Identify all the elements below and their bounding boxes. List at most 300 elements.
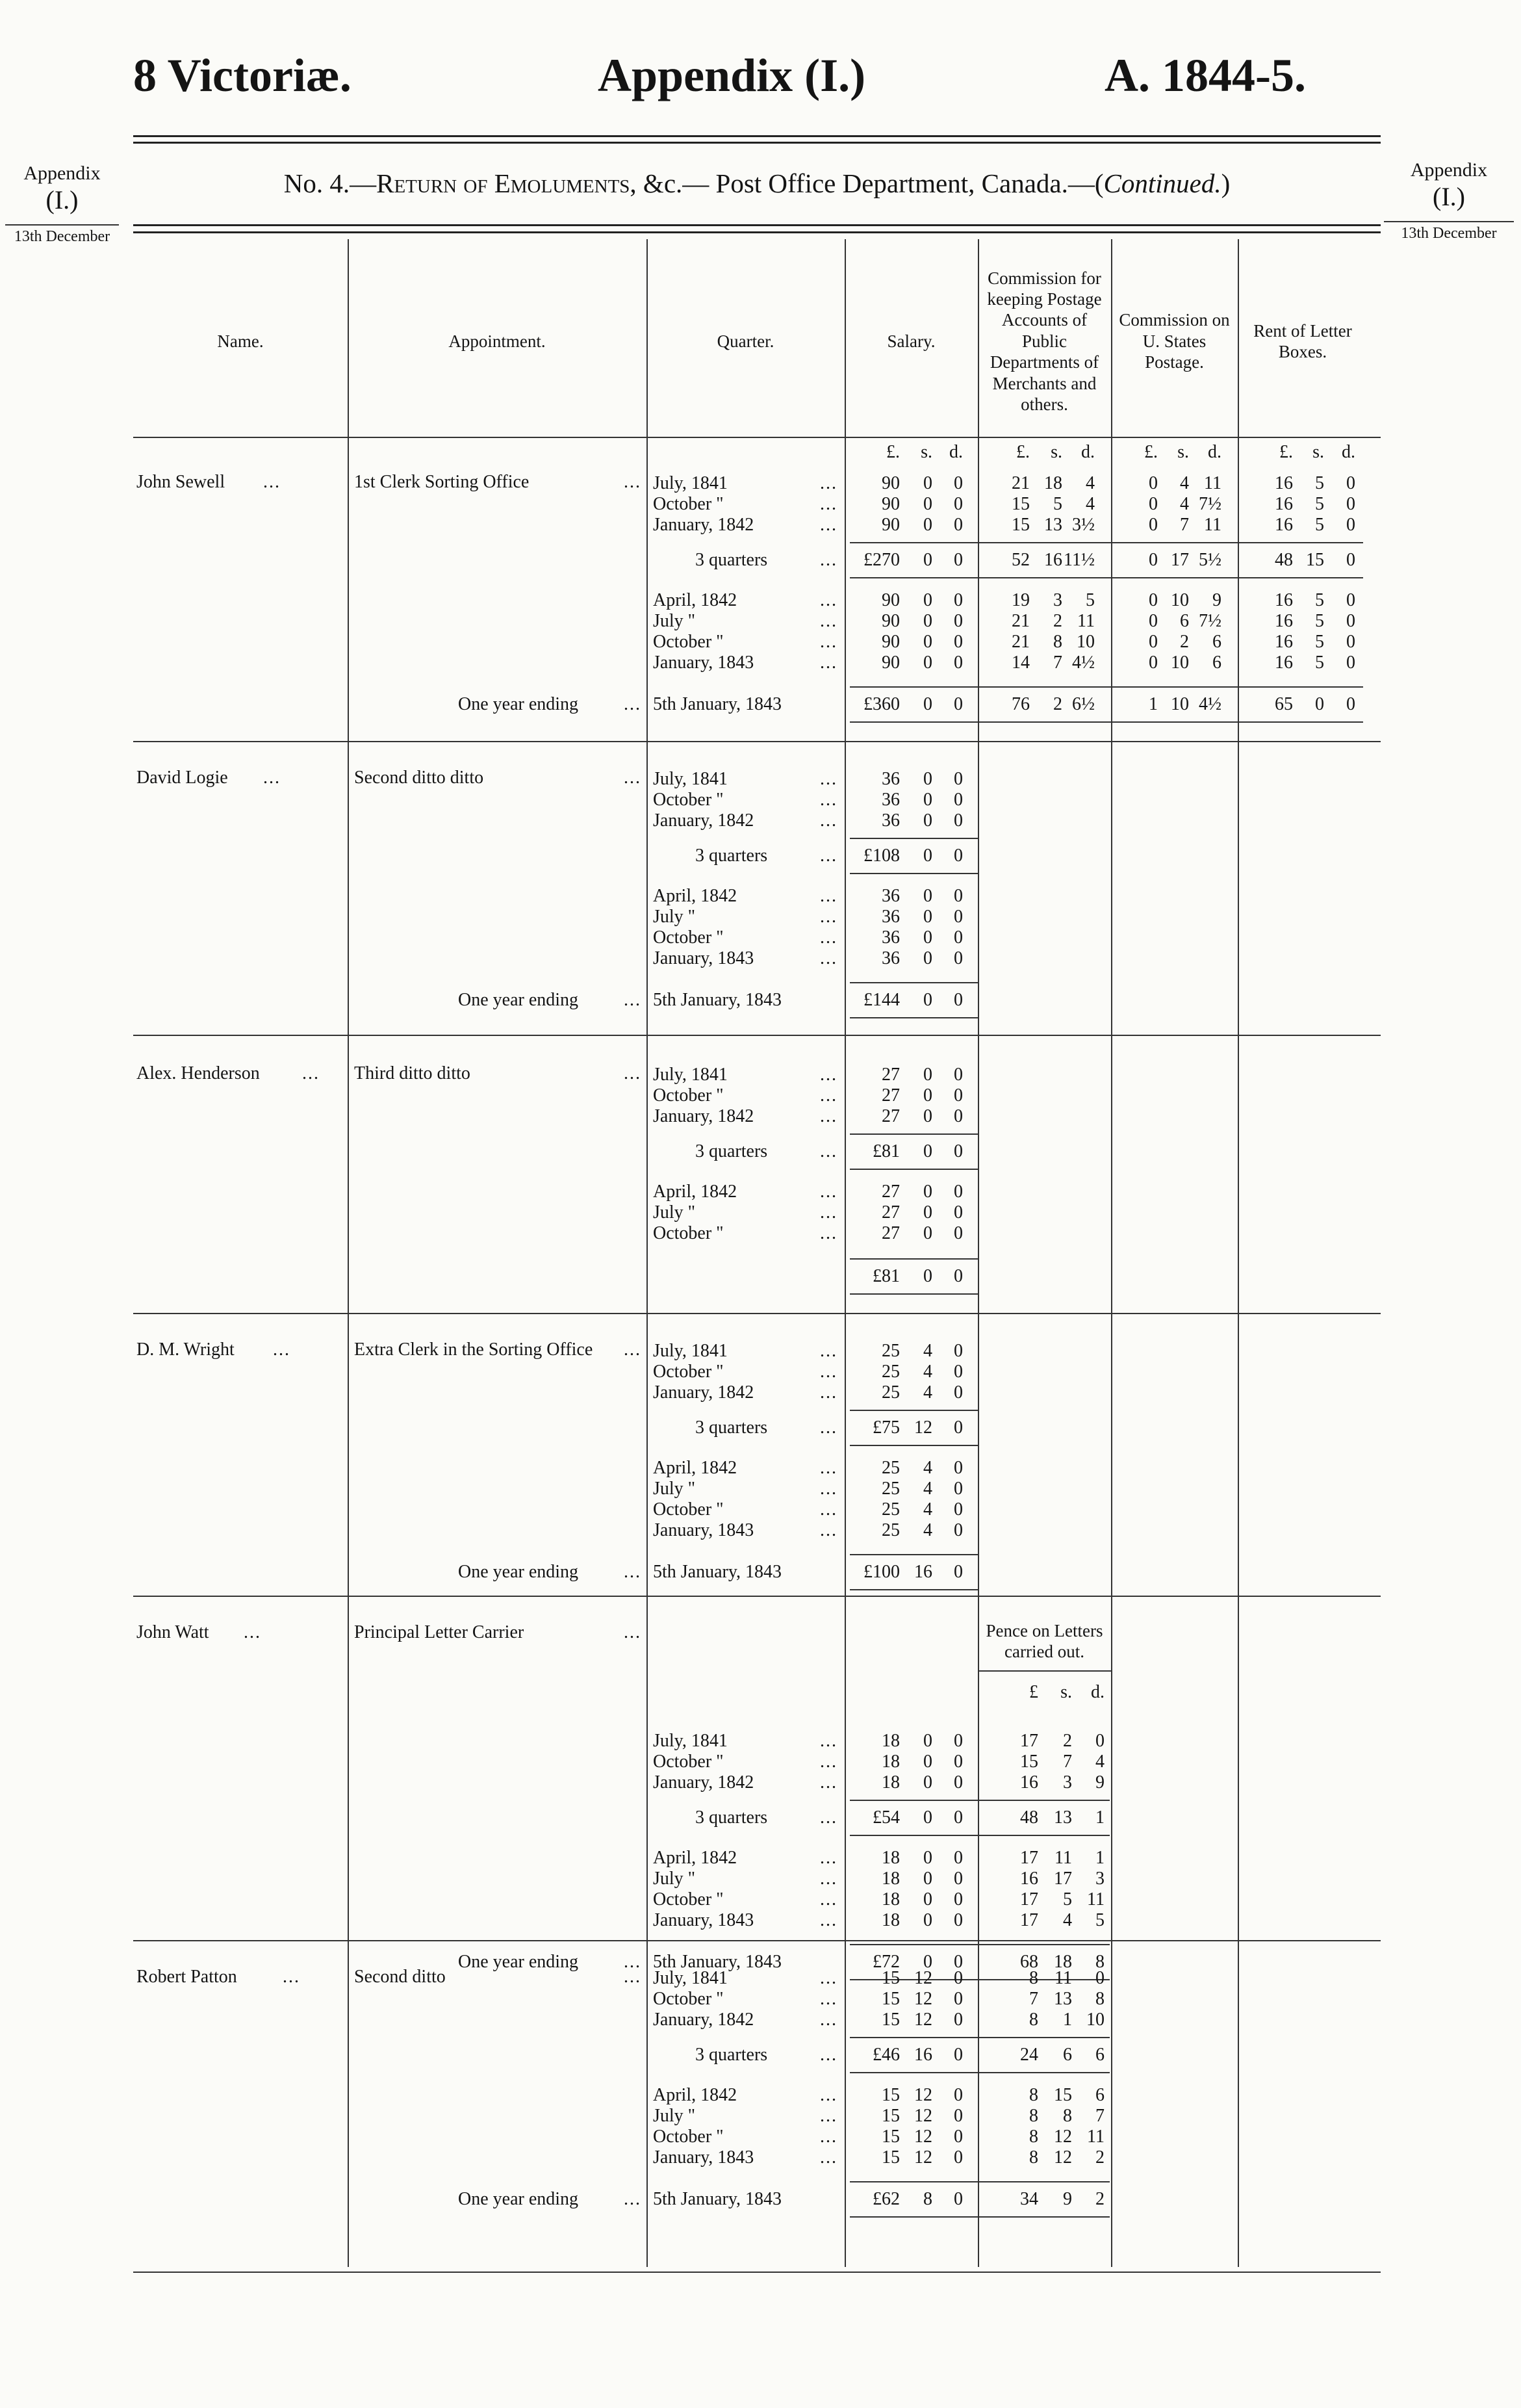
side-note-right	[1384, 159, 1514, 242]
leader-dots: ...	[820, 1910, 837, 1930]
commission-us-pounds: 0	[1149, 653, 1158, 673]
leader-dots: ...	[820, 515, 837, 535]
leader-dots: ...	[820, 1362, 837, 1382]
rent-boxes-pence: 0	[1346, 473, 1355, 493]
commission-accounts-pence: 4	[1086, 494, 1095, 514]
column-divider	[1111, 239, 1112, 2267]
rent-boxes-pence: 0	[1346, 590, 1355, 610]
quarter-date: July "	[653, 1479, 696, 1499]
header-center: Appendix (I.)	[598, 49, 866, 101]
quarter-date: July "	[653, 907, 696, 927]
salary-pounds: 18	[882, 1869, 900, 1889]
commission-us-pounds: 1	[1149, 694, 1158, 714]
salary-pounds: 27	[882, 1202, 900, 1223]
salary-shillings: 0	[923, 611, 932, 631]
column-header-pence-letters: Pence on Letters carried out.	[986, 1620, 1103, 1661]
quarter-date: January, 1842	[653, 1772, 754, 1793]
pence-letters-shillings: 6	[1063, 2045, 1072, 2065]
pence-letters-shillings: 12	[1054, 2147, 1072, 2168]
side-note-label: Appendix	[1410, 159, 1488, 181]
side-note-date: 13th December	[1384, 221, 1514, 243]
quarter-date: April, 1842	[653, 1848, 737, 1868]
salary-pounds: 15	[882, 2085, 900, 2105]
commission-us-pence: 5½	[1199, 550, 1221, 570]
column-header-salary: Salary.	[887, 331, 936, 351]
salary-pence: 0	[954, 990, 963, 1010]
salary-pounds: 25	[882, 1382, 900, 1403]
leader-dots: ...	[624, 694, 641, 714]
subtotal-rule-bottom	[850, 1589, 978, 1590]
rent-boxes-shillings: 0	[1315, 694, 1324, 714]
salary-shillings: 4	[923, 1341, 932, 1361]
commission-us-shillings: 10	[1171, 694, 1189, 714]
employee-appointment: Extra Clerk in the Sorting Office	[354, 1340, 593, 1360]
commission-accounts-pence: 11½	[1064, 550, 1095, 570]
currency-unit: d.	[1342, 442, 1355, 462]
rent-boxes-pounds: 65	[1275, 694, 1293, 714]
leader-dots: ...	[820, 1182, 837, 1202]
subtotal-rule-top	[850, 2181, 1110, 2182]
salary-shillings: 0	[923, 1085, 932, 1106]
salary-shillings: 0	[923, 790, 932, 810]
commission-accounts-pounds: 21	[1012, 632, 1030, 652]
salary-pence: 0	[954, 846, 963, 866]
salary-pounds: 36	[882, 886, 900, 906]
leader-dots: ...	[244, 1622, 261, 1642]
quarter-date: April, 1842	[653, 590, 737, 610]
salary-pounds: 90	[882, 653, 900, 673]
salary-pounds: £81	[873, 1266, 900, 1286]
commission-us-shillings: 17	[1171, 550, 1189, 570]
leader-dots: ...	[820, 1223, 837, 1243]
leader-dots: ...	[820, 1731, 837, 1751]
quarter-date: 5th January, 1843	[653, 694, 782, 714]
salary-pounds: £54	[873, 1807, 900, 1828]
quarter-date: October "	[653, 1085, 724, 1106]
salary-shillings: 0	[923, 1952, 932, 1972]
salary-pounds: 90	[882, 515, 900, 535]
commission-accounts-shillings: 13	[1044, 515, 1062, 535]
one-year-ending-label: One year ending	[458, 1562, 579, 1582]
commission-accounts-shillings: 5	[1053, 494, 1062, 514]
salary-pence: 0	[954, 1458, 963, 1478]
pence-letters-pounds: 68	[1020, 1952, 1038, 1972]
salary-pence: 0	[954, 515, 963, 535]
column-header-appointment: Appointment.	[448, 331, 546, 351]
leader-dots: ...	[302, 1063, 320, 1083]
pence-letters-pounds: 17	[1020, 1889, 1038, 1910]
salary-shillings: 0	[923, 515, 932, 535]
subtotal-rule-bottom	[850, 1169, 978, 1170]
salary-pence: 0	[954, 1266, 963, 1286]
quarter-date: 5th January, 1843	[653, 1562, 782, 1582]
salary-pounds: 15	[882, 1968, 900, 1988]
salary-shillings: 12	[914, 2085, 932, 2105]
subtitle-continued: Continued.	[1103, 168, 1221, 198]
pence-letters-shillings: 2	[1063, 1731, 1072, 1751]
currency-unit: s.	[1051, 442, 1062, 462]
commission-accounts-shillings: 8	[1053, 632, 1062, 652]
salary-pence: 0	[954, 694, 963, 714]
pence-letters-shillings: 11	[1054, 1848, 1072, 1868]
pence-letters-shillings: 7	[1063, 1752, 1072, 1772]
salary-shillings: 0	[923, 1065, 932, 1085]
pence-letters-pence: 6	[1095, 2045, 1105, 2065]
commission-accounts-shillings: 16	[1044, 550, 1062, 570]
leader-dots: ...	[820, 611, 837, 631]
commission-accounts-pounds: 15	[1012, 494, 1030, 514]
salary-shillings: 0	[923, 1807, 932, 1828]
salary-pence: 0	[954, 2189, 963, 2209]
quarter-label: 3 quarters	[695, 2045, 768, 2065]
salary-pence: 0	[954, 494, 963, 514]
salary-pounds: 27	[882, 1065, 900, 1085]
salary-pounds: 36	[882, 810, 900, 831]
quarter-date: October "	[653, 790, 724, 810]
quarter-label: 3 quarters	[695, 846, 768, 866]
commission-accounts-shillings: 7	[1053, 653, 1062, 673]
salary-pence: 0	[954, 810, 963, 831]
pence-letters-shillings: 4	[1063, 1910, 1072, 1930]
pence-letters-pence: 9	[1095, 1772, 1105, 1793]
leader-dots: ...	[820, 1341, 837, 1361]
salary-pence: 0	[954, 1869, 963, 1889]
pence-letters-pence: 8	[1095, 1989, 1105, 2009]
salary-shillings: 0	[923, 1910, 932, 1930]
salary-pounds: £100	[863, 1562, 900, 1582]
leader-dots: ...	[820, 2106, 837, 2126]
salary-pounds: 18	[882, 1910, 900, 1930]
salary-pounds: £75	[873, 1418, 900, 1438]
salary-shillings: 4	[923, 1520, 932, 1540]
subtotal-rule-bottom	[850, 2216, 1110, 2218]
leader-dots: ...	[820, 1106, 837, 1126]
rent-boxes-pence: 0	[1346, 694, 1355, 714]
side-note-number: (I.)	[1433, 181, 1465, 211]
commission-us-pence: 7½	[1199, 611, 1221, 631]
salary-shillings: 0	[923, 1266, 932, 1286]
side-note-left	[5, 162, 119, 246]
salary-pence: 0	[954, 1731, 963, 1751]
employee-appointment: Principal Letter Carrier	[354, 1622, 524, 1642]
commission-us-pounds: 0	[1149, 590, 1158, 610]
rent-boxes-pounds: 16	[1275, 473, 1293, 493]
currency-unit: d.	[1081, 442, 1095, 462]
salary-pence: 0	[954, 473, 963, 493]
leader-dots: ...	[820, 1085, 837, 1106]
salary-pence: 0	[954, 1968, 963, 1988]
salary-pence: 0	[954, 2010, 963, 2030]
salary-pence: 0	[954, 550, 963, 570]
commission-accounts-shillings: 18	[1044, 473, 1062, 493]
salary-shillings: 12	[914, 2106, 932, 2126]
currency-unit: £.	[886, 442, 900, 462]
leader-dots: ...	[820, 2085, 837, 2105]
salary-pence: 0	[954, 2085, 963, 2105]
currency-unit: £.	[1279, 442, 1293, 462]
rent-boxes-pounds: 16	[1275, 515, 1293, 535]
group-rule	[133, 1313, 1381, 1314]
salary-shillings: 4	[923, 1479, 932, 1499]
salary-shillings: 12	[914, 1968, 932, 1988]
leader-dots: ...	[820, 810, 837, 831]
pence-letters-pence: 0	[1095, 1731, 1105, 1751]
rent-boxes-pence: 0	[1346, 515, 1355, 535]
pence-letters-pence: 2	[1095, 2189, 1105, 2209]
commission-accounts-pounds: 76	[1012, 694, 1030, 714]
salary-pence: 0	[954, 2147, 963, 2168]
pence-letters-pounds: 8	[1029, 2085, 1038, 2105]
rent-boxes-shillings: 5	[1315, 590, 1324, 610]
leader-dots: ...	[820, 1479, 837, 1499]
quarter-date: January, 1843	[653, 1520, 754, 1540]
quarter-date: July, 1841	[653, 1341, 728, 1361]
leader-dots: ...	[820, 1752, 837, 1772]
subtitle-title: Return of Emoluments,	[376, 168, 637, 198]
salary-shillings: 0	[923, 846, 932, 866]
quarter-date: April, 1842	[653, 886, 737, 906]
currency-unit: d.	[1208, 442, 1221, 462]
quarter-date: January, 1843	[653, 2147, 754, 2168]
employee-name: Alex. Henderson	[136, 1063, 260, 1083]
quarter-date: October "	[653, 2127, 724, 2147]
salary-shillings: 12	[914, 1418, 932, 1438]
salary-pounds: £62	[873, 2189, 900, 2209]
currency-unit: £.	[1016, 442, 1030, 462]
leader-dots: ...	[820, 907, 837, 927]
salary-pounds: £270	[863, 550, 900, 570]
salary-pounds: £46	[873, 2045, 900, 2065]
salary-pence: 0	[954, 1499, 963, 1520]
salary-pounds: 27	[882, 1085, 900, 1106]
commission-accounts-pounds: 15	[1012, 515, 1030, 535]
commission-accounts-pounds: 19	[1012, 590, 1030, 610]
pence-letters-pence: 1	[1095, 1848, 1105, 1868]
quarter-date: October "	[653, 632, 724, 652]
salary-pounds: 15	[882, 1989, 900, 2009]
subtitle-rule-1	[133, 224, 1381, 226]
quarter-date: October "	[653, 1989, 724, 2009]
salary-pounds: 25	[882, 1520, 900, 1540]
side-note-date: 13th December	[5, 224, 119, 246]
quarter-date: July, 1841	[653, 1968, 728, 1988]
leader-dots: ...	[820, 1848, 837, 1868]
quarter-date: October "	[653, 1889, 724, 1910]
salary-pounds: 36	[882, 927, 900, 948]
header-rule-2	[133, 142, 1381, 144]
leader-dots: ...	[820, 1869, 837, 1889]
salary-shillings: 0	[923, 694, 932, 714]
currency-unit: £	[1029, 1682, 1038, 1702]
one-year-ending-label: One year ending	[458, 694, 579, 714]
commission-accounts-pence: 6½	[1072, 694, 1095, 714]
column-divider	[348, 239, 349, 2267]
salary-pence: 0	[954, 2106, 963, 2126]
rent-boxes-pounds: 16	[1275, 653, 1293, 673]
pence-letters-pence: 7	[1095, 2106, 1105, 2126]
commission-us-pounds: 0	[1149, 632, 1158, 652]
pence-letters-pounds: 8	[1029, 1968, 1038, 1988]
pence-letters-pence: 5	[1095, 1910, 1105, 1930]
leader-dots: ...	[820, 1382, 837, 1403]
commission-accounts-pence: 5	[1086, 590, 1095, 610]
leader-dots: ...	[820, 2127, 837, 2147]
quarter-date: July, 1841	[653, 1731, 728, 1751]
salary-pence: 0	[954, 1807, 963, 1828]
currency-unit: s.	[1060, 1682, 1072, 1702]
rent-boxes-pence: 0	[1346, 632, 1355, 652]
subtitle-rule-2	[133, 231, 1381, 233]
employee-appointment: Third ditto ditto	[354, 1063, 470, 1083]
salary-shillings: 0	[923, 1182, 932, 1202]
salary-shillings: 12	[914, 2147, 932, 2168]
quarter-date: January, 1842	[653, 1106, 754, 1126]
salary-shillings: 0	[923, 494, 932, 514]
quarter-date: January, 1842	[653, 810, 754, 831]
commission-accounts-shillings: 2	[1053, 611, 1062, 631]
salary-pounds: £108	[863, 846, 900, 866]
commission-us-pence: 4½	[1199, 694, 1221, 714]
salary-shillings: 0	[923, 810, 932, 831]
salary-pence: 0	[954, 1382, 963, 1403]
commission-accounts-shillings: 3	[1053, 590, 1062, 610]
salary-shillings: 12	[914, 2127, 932, 2147]
leader-dots: ...	[820, 1458, 837, 1478]
salary-shillings: 0	[923, 948, 932, 968]
rent-boxes-pounds: 48	[1275, 550, 1293, 570]
salary-pounds: 25	[882, 1499, 900, 1520]
column-header-name: Name.	[217, 331, 264, 351]
employee-name: Robert Patton	[136, 1967, 237, 1987]
salary-pounds: 18	[882, 1889, 900, 1910]
rent-boxes-shillings: 5	[1315, 473, 1324, 493]
subtotal-rule-top	[850, 1410, 978, 1411]
quarter-label: 3 quarters	[695, 1418, 768, 1438]
leader-dots: ...	[624, 2189, 641, 2209]
quarter-date: January, 1842	[653, 1382, 754, 1403]
commission-accounts-pence: 11	[1077, 611, 1095, 631]
salary-shillings: 0	[923, 1869, 932, 1889]
commission-us-pounds: 0	[1149, 611, 1158, 631]
commission-accounts-pounds: 14	[1012, 653, 1030, 673]
salary-pounds: 90	[882, 473, 900, 493]
salary-pounds: £144	[863, 990, 900, 1010]
salary-pence: 0	[954, 1065, 963, 1085]
leader-dots: ...	[273, 1340, 290, 1360]
commission-us-pounds: 0	[1149, 494, 1158, 514]
commission-accounts-shillings: 2	[1053, 694, 1062, 714]
side-note-number: (I.)	[45, 185, 79, 214]
pence-letters-shillings: 13	[1054, 1989, 1072, 2009]
salary-shillings: 0	[923, 1731, 932, 1751]
rent-boxes-shillings: 15	[1306, 550, 1324, 570]
pence-letters-pounds: 15	[1020, 1752, 1038, 1772]
pence-letters-shillings: 1	[1063, 2010, 1072, 2030]
one-year-ending-label: One year ending	[458, 990, 579, 1010]
leader-dots: ...	[820, 2045, 837, 2065]
currency-unit: s.	[1177, 442, 1189, 462]
salary-pounds: 90	[882, 611, 900, 631]
subtitle-close: )	[1221, 168, 1231, 198]
rent-boxes-pounds: 16	[1275, 611, 1293, 631]
subtitle-number: No. 4.—	[283, 168, 377, 198]
rent-boxes-pence: 0	[1346, 611, 1355, 631]
leader-dots: ...	[820, 494, 837, 514]
pence-header-rule	[978, 1670, 1111, 1672]
quarter-date: April, 1842	[653, 1182, 737, 1202]
commission-us-pounds: 0	[1149, 515, 1158, 535]
commission-us-pounds: 0	[1149, 550, 1158, 570]
column-header-rent-boxes: Rent of Letter Boxes.	[1253, 320, 1352, 361]
salary-pounds: 90	[882, 590, 900, 610]
salary-pence: 0	[954, 653, 963, 673]
pence-letters-pence: 2	[1095, 2147, 1105, 2168]
salary-shillings: 0	[923, 1848, 932, 1868]
salary-pence: 0	[954, 1520, 963, 1540]
salary-pounds: £72	[873, 1952, 900, 1972]
leader-dots: ...	[820, 790, 837, 810]
salary-pence: 0	[954, 1952, 963, 1972]
leader-dots: ...	[624, 768, 641, 788]
salary-shillings: 0	[923, 886, 932, 906]
salary-pounds: 27	[882, 1182, 900, 1202]
employee-appointment: Second ditto	[354, 1967, 446, 1987]
salary-pounds: 25	[882, 1362, 900, 1382]
salary-pounds: 36	[882, 907, 900, 927]
salary-shillings: 0	[923, 653, 932, 673]
commission-accounts-pounds: 52	[1012, 550, 1030, 570]
quarter-date: January, 1843	[653, 948, 754, 968]
quarter-date: October "	[653, 1752, 724, 1772]
salary-pence: 0	[954, 948, 963, 968]
salary-pounds: 36	[882, 769, 900, 789]
salary-pounds: £81	[873, 1141, 900, 1161]
salary-pounds: 27	[882, 1106, 900, 1126]
pence-letters-pence: 6	[1095, 2085, 1105, 2105]
quarter-date: July, 1841	[653, 473, 728, 493]
group-rule	[133, 1940, 1381, 1941]
leader-dots: ...	[624, 472, 641, 492]
employee-appointment: Second ditto ditto	[354, 768, 484, 788]
salary-pence: 0	[954, 1341, 963, 1361]
salary-pence: 0	[954, 927, 963, 948]
salary-pence: 0	[954, 1752, 963, 1772]
column-header-quarter: Quarter.	[717, 331, 774, 351]
pence-letters-pounds: 8	[1029, 2147, 1038, 2168]
pence-letters-pounds: 24	[1020, 2045, 1038, 2065]
salary-shillings: 0	[923, 1202, 932, 1223]
quarter-date: July, 1841	[653, 1065, 728, 1085]
rent-boxes-shillings: 5	[1315, 653, 1324, 673]
pence-letters-pounds: 7	[1029, 1989, 1038, 2009]
pence-letters-pounds: 8	[1029, 2106, 1038, 2126]
salary-pence: 0	[954, 2045, 963, 2065]
column-divider	[646, 239, 648, 2267]
rent-boxes-pounds: 16	[1275, 632, 1293, 652]
quarter-date: July, 1841	[653, 769, 728, 789]
leader-dots: ...	[820, 653, 837, 673]
commission-us-shillings: 7	[1180, 515, 1189, 535]
leader-dots: ...	[820, 1418, 837, 1438]
subtotal-rule-bottom	[850, 1017, 978, 1018]
salary-shillings: 0	[923, 1772, 932, 1793]
quarter-date: July "	[653, 611, 696, 631]
commission-us-shillings: 4	[1180, 473, 1189, 493]
rent-boxes-shillings: 5	[1315, 494, 1324, 514]
pence-letters-shillings: 13	[1054, 1807, 1072, 1828]
leader-dots: ...	[820, 769, 837, 789]
leader-dots: ...	[820, 1772, 837, 1793]
